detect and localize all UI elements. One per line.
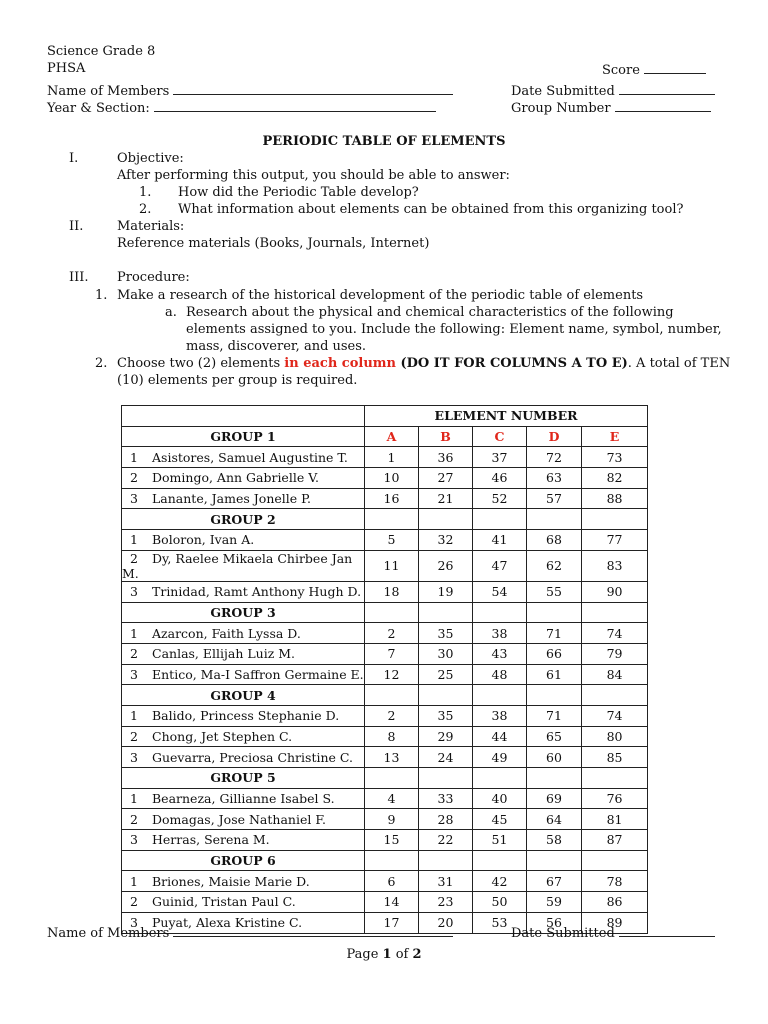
member-cell xyxy=(122,809,365,830)
page-total: 2 xyxy=(412,947,422,962)
table-row xyxy=(122,892,648,913)
empty-cell xyxy=(419,509,473,530)
table-row xyxy=(122,581,648,602)
group-title-row xyxy=(122,602,648,623)
member-index: 2 xyxy=(130,728,138,744)
element-number-c: 51 xyxy=(473,830,527,851)
column-header-d: D xyxy=(527,426,582,447)
member-index: 1 xyxy=(130,791,138,807)
empty-cell xyxy=(365,685,419,706)
materials-text: Reference materials (Books, Journals, Internet) xyxy=(117,236,430,251)
table-row xyxy=(122,623,648,644)
element-number-e: 73 xyxy=(582,447,648,468)
empty-cell xyxy=(473,768,527,789)
group-title-row xyxy=(122,768,648,789)
step1a-letter: a. xyxy=(165,305,177,320)
element-number-c: 47 xyxy=(473,550,527,581)
date-field xyxy=(511,82,715,99)
member-name: Domingo, Ann Gabrielle V. xyxy=(152,470,320,486)
element-number-c: 54 xyxy=(473,581,527,602)
member-cell xyxy=(122,488,365,509)
empty-cell xyxy=(365,509,419,530)
member-name: Boloron, Ivan A. xyxy=(152,532,255,548)
element-number-b: 26 xyxy=(419,550,473,581)
step2-number: 2. xyxy=(95,356,108,371)
table-body xyxy=(122,406,648,934)
members-field xyxy=(47,82,453,99)
group-title: GROUP 6 xyxy=(122,850,365,871)
empty-cell xyxy=(527,685,582,706)
element-number-d: 59 xyxy=(527,892,582,913)
element-number-c: 37 xyxy=(473,447,527,468)
element-number-c: 41 xyxy=(473,530,527,551)
step1a-line2: elements assigned to you. Include the following: Element name, symbol, number, xyxy=(186,322,722,337)
element-number-b: 24 xyxy=(419,747,473,768)
member-index: 2 xyxy=(130,811,138,827)
element-number-c: 45 xyxy=(473,809,527,830)
empty-cell xyxy=(527,768,582,789)
element-number-c: 52 xyxy=(473,488,527,509)
table-row xyxy=(122,664,648,685)
objective-q1-number: 1. xyxy=(139,185,152,200)
element-number-e: 90 xyxy=(582,581,648,602)
element-number-a: 7 xyxy=(365,643,419,664)
element-number-a: 5 xyxy=(365,530,419,551)
members-label: Name of Members xyxy=(47,84,170,99)
element-number-a: 8 xyxy=(365,726,419,747)
element-number-b: 29 xyxy=(419,726,473,747)
element-number-a: 2 xyxy=(365,623,419,644)
objective-q2-number: 2. xyxy=(139,202,152,217)
materials-numeral: II. xyxy=(69,219,84,234)
element-number-c: 50 xyxy=(473,892,527,913)
table-row xyxy=(122,643,648,664)
empty-cell xyxy=(582,850,648,871)
group-title: GROUP 1 xyxy=(122,426,365,447)
member-index: 2 xyxy=(130,894,138,910)
member-index: 3 xyxy=(130,915,138,931)
element-number-b: 31 xyxy=(419,871,473,892)
member-index: 1 xyxy=(130,532,138,548)
member-cell xyxy=(122,871,365,892)
element-number-a: 11 xyxy=(365,550,419,581)
group-title-row xyxy=(122,850,648,871)
group-number-label: Group Number xyxy=(511,101,611,116)
header-blank-cell xyxy=(122,406,365,427)
element-number-d: 60 xyxy=(527,747,582,768)
element-number-c: 46 xyxy=(473,468,527,489)
element-number-b: 27 xyxy=(419,468,473,489)
member-cell xyxy=(122,830,365,851)
member-index: 1 xyxy=(130,708,138,724)
member-index: 3 xyxy=(130,584,138,600)
element-number-b: 28 xyxy=(419,809,473,830)
element-number-a: 1 xyxy=(365,447,419,468)
element-number-d: 63 xyxy=(527,468,582,489)
element-number-a: 9 xyxy=(365,809,419,830)
table-row xyxy=(122,488,648,509)
element-number-c: 43 xyxy=(473,643,527,664)
element-number-e: 86 xyxy=(582,892,648,913)
group-title-row xyxy=(122,509,648,530)
element-number-e: 82 xyxy=(582,468,648,489)
element-number-e: 76 xyxy=(582,788,648,809)
step2-part-c: . A total of TEN xyxy=(627,356,731,371)
member-name: Chong, Jet Stephen C. xyxy=(152,728,293,744)
element-number-b: 36 xyxy=(419,447,473,468)
empty-cell xyxy=(419,685,473,706)
empty-cell xyxy=(527,509,582,530)
element-number-b: 30 xyxy=(419,643,473,664)
empty-cell xyxy=(473,509,527,530)
column-header-a: A xyxy=(365,426,419,447)
step1-text: Make a research of the historical development of the periodic table of elements xyxy=(117,288,644,303)
group-title-row xyxy=(122,685,648,706)
table-header-row xyxy=(122,406,648,427)
member-name: Domagas, Jose Nathaniel F. xyxy=(152,811,327,827)
procedure-heading: Procedure: xyxy=(117,270,190,285)
member-cell xyxy=(122,726,365,747)
element-number-a: 14 xyxy=(365,892,419,913)
empty-cell xyxy=(527,850,582,871)
table-row xyxy=(122,871,648,892)
element-number-e: 79 xyxy=(582,643,648,664)
element-number-e: 81 xyxy=(582,809,648,830)
empty-cell xyxy=(582,602,648,623)
element-number-b: 20 xyxy=(419,912,473,933)
procedure-numeral: III. xyxy=(69,270,89,285)
table-row xyxy=(122,447,648,468)
table-row xyxy=(122,809,648,830)
element-number-d: 72 xyxy=(527,447,582,468)
element-number-e: 88 xyxy=(582,488,648,509)
table-row xyxy=(122,788,648,809)
element-number-e: 85 xyxy=(582,747,648,768)
element-number-d: 69 xyxy=(527,788,582,809)
member-cell xyxy=(122,581,365,602)
footer-date-field xyxy=(511,924,715,941)
element-number-d: 67 xyxy=(527,871,582,892)
materials-heading: Materials: xyxy=(117,219,185,234)
element-number-d: 55 xyxy=(527,581,582,602)
member-name: Guevarra, Preciosa Christine C. xyxy=(152,749,353,765)
empty-cell xyxy=(365,850,419,871)
member-name: Trinidad, Ramt Anthony Hugh D. xyxy=(152,584,362,600)
step2-part-a: Choose two (2) elements xyxy=(117,356,285,371)
member-cell xyxy=(122,550,365,581)
element-number-c: 38 xyxy=(473,705,527,726)
objective-q1: How did the Periodic Table develop? xyxy=(178,185,419,200)
element-number-e: 84 xyxy=(582,664,648,685)
element-number-a: 12 xyxy=(365,664,419,685)
element-number-d: 66 xyxy=(527,643,582,664)
element-number-c: 49 xyxy=(473,747,527,768)
objective-q2: What information about elements can be obtained from this organizing tool? xyxy=(178,202,684,217)
footer-members-field xyxy=(47,924,453,941)
step1a-line1: Research about the physical and chemical characteristics of the following xyxy=(186,305,674,320)
step2-text xyxy=(117,355,730,372)
member-cell xyxy=(122,468,365,489)
element-number-b: 35 xyxy=(419,705,473,726)
element-number-c: 38 xyxy=(473,623,527,644)
element-number-a: 16 xyxy=(365,488,419,509)
footer-members-label: Name of Members xyxy=(47,926,170,941)
member-name: Briones, Maisie Marie D. xyxy=(152,873,310,889)
element-number-a: 4 xyxy=(365,788,419,809)
step1a-line3: mass, discoverer, and uses. xyxy=(186,339,367,354)
member-name: Asistores, Samuel Augustine T. xyxy=(152,449,348,465)
element-number-d: 58 xyxy=(527,830,582,851)
member-name: Entico, Ma-I Saffron Germaine E. xyxy=(152,666,364,682)
member-index: 1 xyxy=(130,873,138,889)
empty-cell xyxy=(419,602,473,623)
table-row xyxy=(122,468,648,489)
member-index: 3 xyxy=(130,832,138,848)
element-number-d: 56 xyxy=(527,912,582,933)
empty-cell xyxy=(419,850,473,871)
empty-cell xyxy=(582,509,648,530)
empty-cell xyxy=(365,602,419,623)
objective-heading: Objective: xyxy=(117,151,184,166)
element-number-e: 87 xyxy=(582,830,648,851)
element-number-a: 18 xyxy=(365,581,419,602)
column-header-b: B xyxy=(419,426,473,447)
column-header-e: E xyxy=(582,426,648,447)
members-blank[interactable] xyxy=(173,82,453,95)
element-number-b: 21 xyxy=(419,488,473,509)
element-number-d: 71 xyxy=(527,705,582,726)
page-current: 1 xyxy=(382,947,392,962)
element-number-a: 6 xyxy=(365,871,419,892)
element-number-b: 32 xyxy=(419,530,473,551)
table-row xyxy=(122,530,648,551)
member-name: Dy, Raelee Mikaela Chirbee Jan M. xyxy=(122,550,353,581)
empty-cell xyxy=(527,602,582,623)
footer-date-label: Date Submitted xyxy=(511,926,615,941)
element-number-a: 10 xyxy=(365,468,419,489)
element-number-a: 17 xyxy=(365,912,419,933)
score-field xyxy=(602,61,706,78)
page-of: of xyxy=(391,947,413,962)
member-index: 3 xyxy=(130,491,138,507)
step2-highlight: in each column xyxy=(284,356,396,371)
member-cell xyxy=(122,623,365,644)
score-label: Score xyxy=(602,63,640,78)
element-number-e: 83 xyxy=(582,550,648,581)
element-number-b: 25 xyxy=(419,664,473,685)
column-header-c: C xyxy=(473,426,527,447)
element-number-d: 65 xyxy=(527,726,582,747)
member-cell xyxy=(122,643,365,664)
element-number-e: 78 xyxy=(582,871,648,892)
element-number-c: 42 xyxy=(473,871,527,892)
member-name: Lanante, James Jonelle P. xyxy=(152,491,311,507)
element-number-a: 13 xyxy=(365,747,419,768)
element-number-header: ELEMENT NUMBER xyxy=(365,406,648,427)
member-index: 2 xyxy=(130,646,138,662)
member-cell xyxy=(122,747,365,768)
school-label: PHSA xyxy=(47,61,86,76)
group-title: GROUP 3 xyxy=(122,602,365,623)
element-number-c: 53 xyxy=(473,912,527,933)
member-index: 3 xyxy=(130,749,138,765)
member-cell xyxy=(122,664,365,685)
element-number-b: 19 xyxy=(419,581,473,602)
member-name: Azarcon, Faith Lyssa D. xyxy=(152,625,301,641)
element-number-e: 89 xyxy=(582,912,648,933)
element-number-d: 71 xyxy=(527,623,582,644)
page-title: PERIODIC TABLE OF ELEMENTS xyxy=(262,134,506,149)
empty-cell xyxy=(582,768,648,789)
group-number-field xyxy=(511,99,711,116)
element-number-c: 40 xyxy=(473,788,527,809)
element-number-b: 23 xyxy=(419,892,473,913)
table-row xyxy=(122,726,648,747)
member-index: 1 xyxy=(130,625,138,641)
member-index: 2 xyxy=(130,470,138,486)
subject-label: Science Grade 8 xyxy=(47,44,156,59)
empty-cell xyxy=(473,850,527,871)
group-title: GROUP 4 xyxy=(122,685,365,706)
member-name: Bearneza, Gillianne Isabel S. xyxy=(152,791,335,807)
objective-intro: After performing this output, you should be able to answer: xyxy=(117,168,510,183)
step2-line2: (10) elements per group is required. xyxy=(117,373,358,388)
member-cell xyxy=(122,788,365,809)
element-number-b: 22 xyxy=(419,830,473,851)
empty-cell xyxy=(473,685,527,706)
date-blank[interactable] xyxy=(619,82,715,95)
member-name: Puyat, Alexa Kristine C. xyxy=(152,915,303,931)
element-number-d: 61 xyxy=(527,664,582,685)
group-number-blank[interactable] xyxy=(615,99,711,112)
page-prefix: Page xyxy=(346,947,383,962)
member-index: 1 xyxy=(130,449,138,465)
element-number-c: 48 xyxy=(473,664,527,685)
date-label: Date Submitted xyxy=(511,84,615,99)
element-number-d: 68 xyxy=(527,530,582,551)
year-section-blank[interactable] xyxy=(154,99,436,112)
group-title: GROUP 2 xyxy=(122,509,365,530)
member-cell xyxy=(122,705,365,726)
element-assignment-table xyxy=(121,405,648,934)
element-number-b: 35 xyxy=(419,623,473,644)
element-number-d: 64 xyxy=(527,809,582,830)
table-row xyxy=(122,747,648,768)
element-number-e: 80 xyxy=(582,726,648,747)
member-name: Herras, Serena M. xyxy=(152,832,270,848)
element-number-c: 44 xyxy=(473,726,527,747)
step1-number: 1. xyxy=(95,288,108,303)
element-number-d: 57 xyxy=(527,488,582,509)
table-row xyxy=(122,550,648,581)
table-row xyxy=(122,830,648,851)
group-title-row xyxy=(122,426,648,447)
member-name: Balido, Princess Stephanie D. xyxy=(152,708,340,724)
year-section-label: Year & Section: xyxy=(47,101,150,116)
member-name: Guinid, Tristan Paul C. xyxy=(152,894,296,910)
member-cell xyxy=(122,530,365,551)
member-index: 2 xyxy=(130,550,138,566)
empty-cell xyxy=(419,768,473,789)
score-blank[interactable] xyxy=(644,61,706,74)
empty-cell xyxy=(365,768,419,789)
footer-date-blank[interactable] xyxy=(619,924,715,937)
objective-numeral: I. xyxy=(69,151,79,166)
footer-members-blank[interactable] xyxy=(173,924,453,937)
member-cell xyxy=(122,447,365,468)
empty-cell xyxy=(582,685,648,706)
element-number-a: 15 xyxy=(365,830,419,851)
page-number xyxy=(0,947,768,962)
element-number-e: 74 xyxy=(582,623,648,644)
member-index: 3 xyxy=(130,666,138,682)
element-number-d: 62 xyxy=(527,550,582,581)
element-number-a: 2 xyxy=(365,705,419,726)
group-title: GROUP 5 xyxy=(122,768,365,789)
member-cell xyxy=(122,892,365,913)
element-number-e: 74 xyxy=(582,705,648,726)
element-number-b: 33 xyxy=(419,788,473,809)
element-number-e: 77 xyxy=(582,530,648,551)
member-name: Canlas, Ellijah Luiz M. xyxy=(152,646,296,662)
step2-part-b: (DO IT FOR COLUMNS A TO E) xyxy=(395,356,628,371)
year-section-field xyxy=(47,99,436,116)
table-row xyxy=(122,705,648,726)
empty-cell xyxy=(473,602,527,623)
